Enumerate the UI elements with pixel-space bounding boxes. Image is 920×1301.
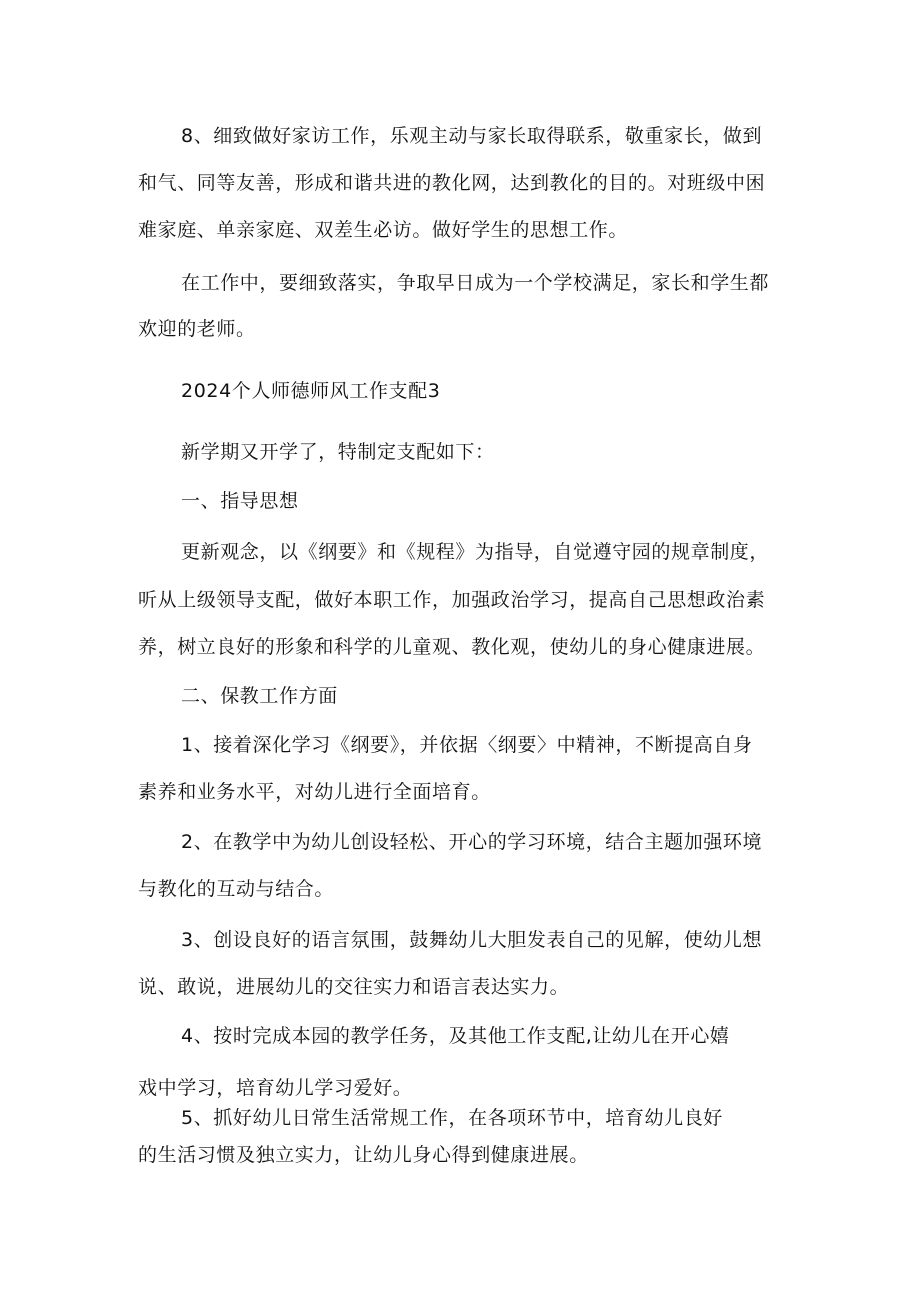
paragraph-line: 1、接着深化学习《纲要》，并依据〈纲要〉中精神，不断提高自身: [181, 734, 753, 756]
paragraph-line: 养，树立良好的形象和科学的儿童观、教化观，使幼儿的身心健康进展。: [138, 636, 766, 658]
section-heading: 2024个人师德师风工作支配3: [181, 380, 441, 402]
paragraph-line: 8、细致做好家访工作，乐观主动与家长取得联系，敬重家长，做到: [181, 125, 763, 147]
paragraph-line: 和气、同等友善，形成和谐共进的教化网，达到教化的目的。对班级中困: [138, 172, 766, 194]
paragraph-line: 2、在教学中为幼儿创设轻松、开心的学习环境，结合主题加强环境: [181, 831, 763, 853]
paragraph-line: 新学期又开学了，特制定支配如下：: [181, 441, 495, 463]
paragraph-line: 5、抓好幼儿日常生活常规工作，在各项环节中，培育幼儿良好: [181, 1107, 723, 1129]
paragraph-line: 的生活习惯及独立实力，让幼儿身心得到健康进展。: [138, 1144, 589, 1166]
paragraph-line: 听从上级领导支配，做好本职工作，加强政治学习，提高自己思想政治素: [138, 589, 766, 611]
section-heading: 二、保教工作方面: [181, 685, 338, 707]
section-heading: 一、指导思想: [181, 490, 299, 512]
paragraph-line: 难家庭、单亲家庭、双差生必访。做好学生的思想工作。: [138, 219, 629, 241]
paragraph-line: 更新观念，以《纲要》和《规程》为指导，自觉遵守园的规章制度，: [181, 541, 770, 563]
paragraph-line: 4、按时完成本园的教学任务，及其他工作支配,让幼儿在开心嬉: [181, 1025, 730, 1047]
paragraph-line: 说、敢说，进展幼儿的交往实力和语言表达实力。: [138, 976, 570, 998]
paragraph-line: 欢迎的老师。: [138, 318, 256, 340]
paragraph-line: 与教化的互动与结合。: [138, 878, 335, 900]
paragraph-line: 在工作中，要细致落实，争取早日成为一个学校满足，家长和学生都: [181, 272, 770, 294]
paragraph-line: 戏中学习，培育幼儿学习爱好。: [138, 1077, 413, 1099]
paragraph-line: 素养和业务水平，对幼儿进行全面培育。: [138, 781, 491, 803]
paragraph-line: 3、创设良好的语言氛围，鼓舞幼儿大胆发表自己的见解，使幼儿想: [181, 929, 763, 951]
